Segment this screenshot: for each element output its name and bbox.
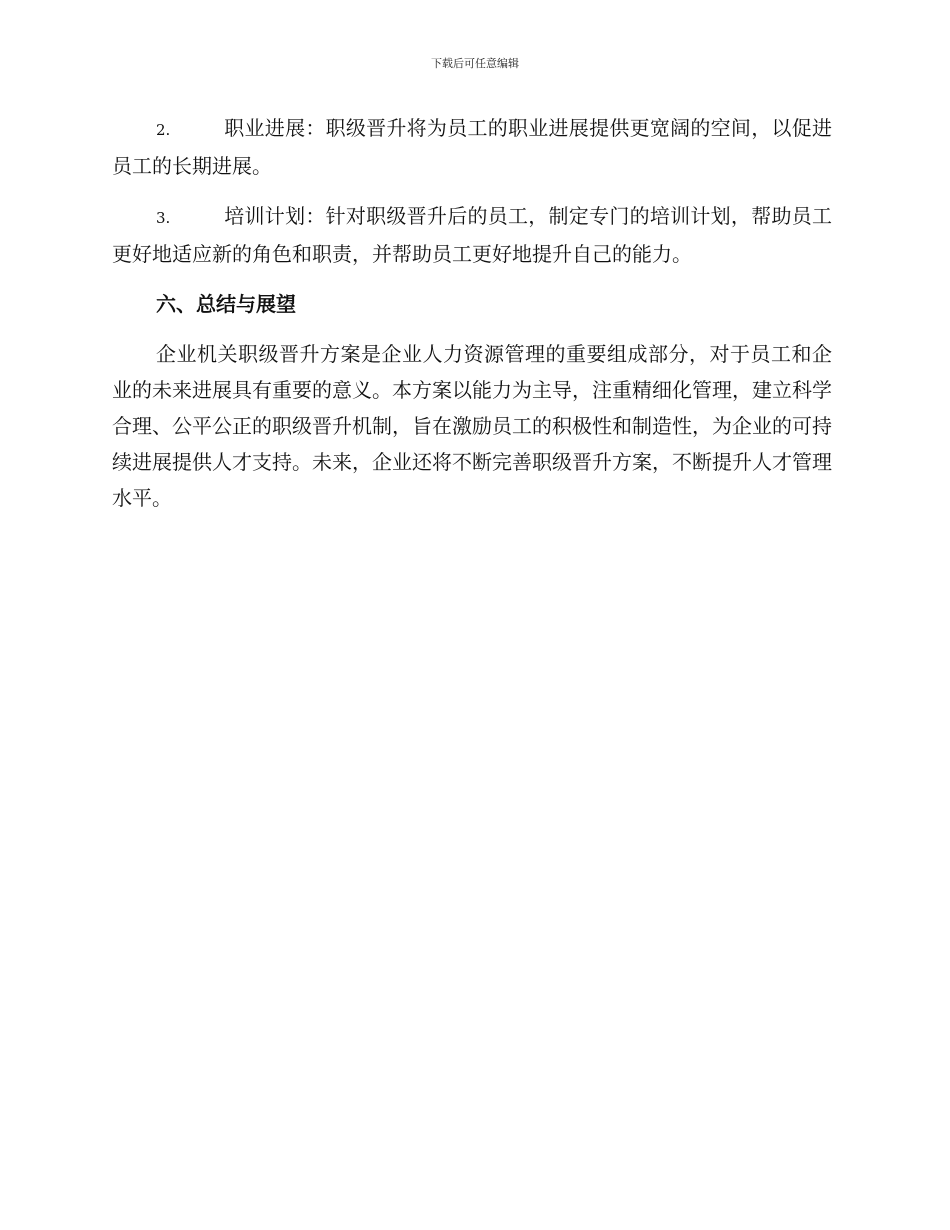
list-item-number: 2. xyxy=(156,121,171,139)
list-item xyxy=(112,110,832,184)
document-body xyxy=(112,110,832,516)
list-item-number: 3. xyxy=(156,209,171,227)
section-heading: 六、总结与展望 xyxy=(156,292,296,316)
list-item-text: 培训计划：针对职级晋升后的员工，制定专门的培训计划，帮助员工更好地适应新的角色和职责，并帮助员工更好地提升自己的能力。 xyxy=(112,204,832,266)
section-paragraph: 企业机关职级晋升方案是企业人力资源管理的重要组成部分，对于员工和企业的未来进展具有重要的意义。本方案以能力为主导，注重精细化管理，建立科学合理、公平公正的职级晋升机制，旨在激励员工的积极性和制造性，为企业的可持续进展提供人才支持。未来，企业还将不断完善职级晋升方案，不断提升人才管理水平。 xyxy=(112,342,832,510)
list-item-text: 职业进展：职级晋升将为员工的职业进展提供更宽阔的空间，以促进员工的长期进展。 xyxy=(112,116,832,178)
list-item xyxy=(112,198,832,272)
page-header: 下载后可任意编辑 xyxy=(431,57,519,70)
